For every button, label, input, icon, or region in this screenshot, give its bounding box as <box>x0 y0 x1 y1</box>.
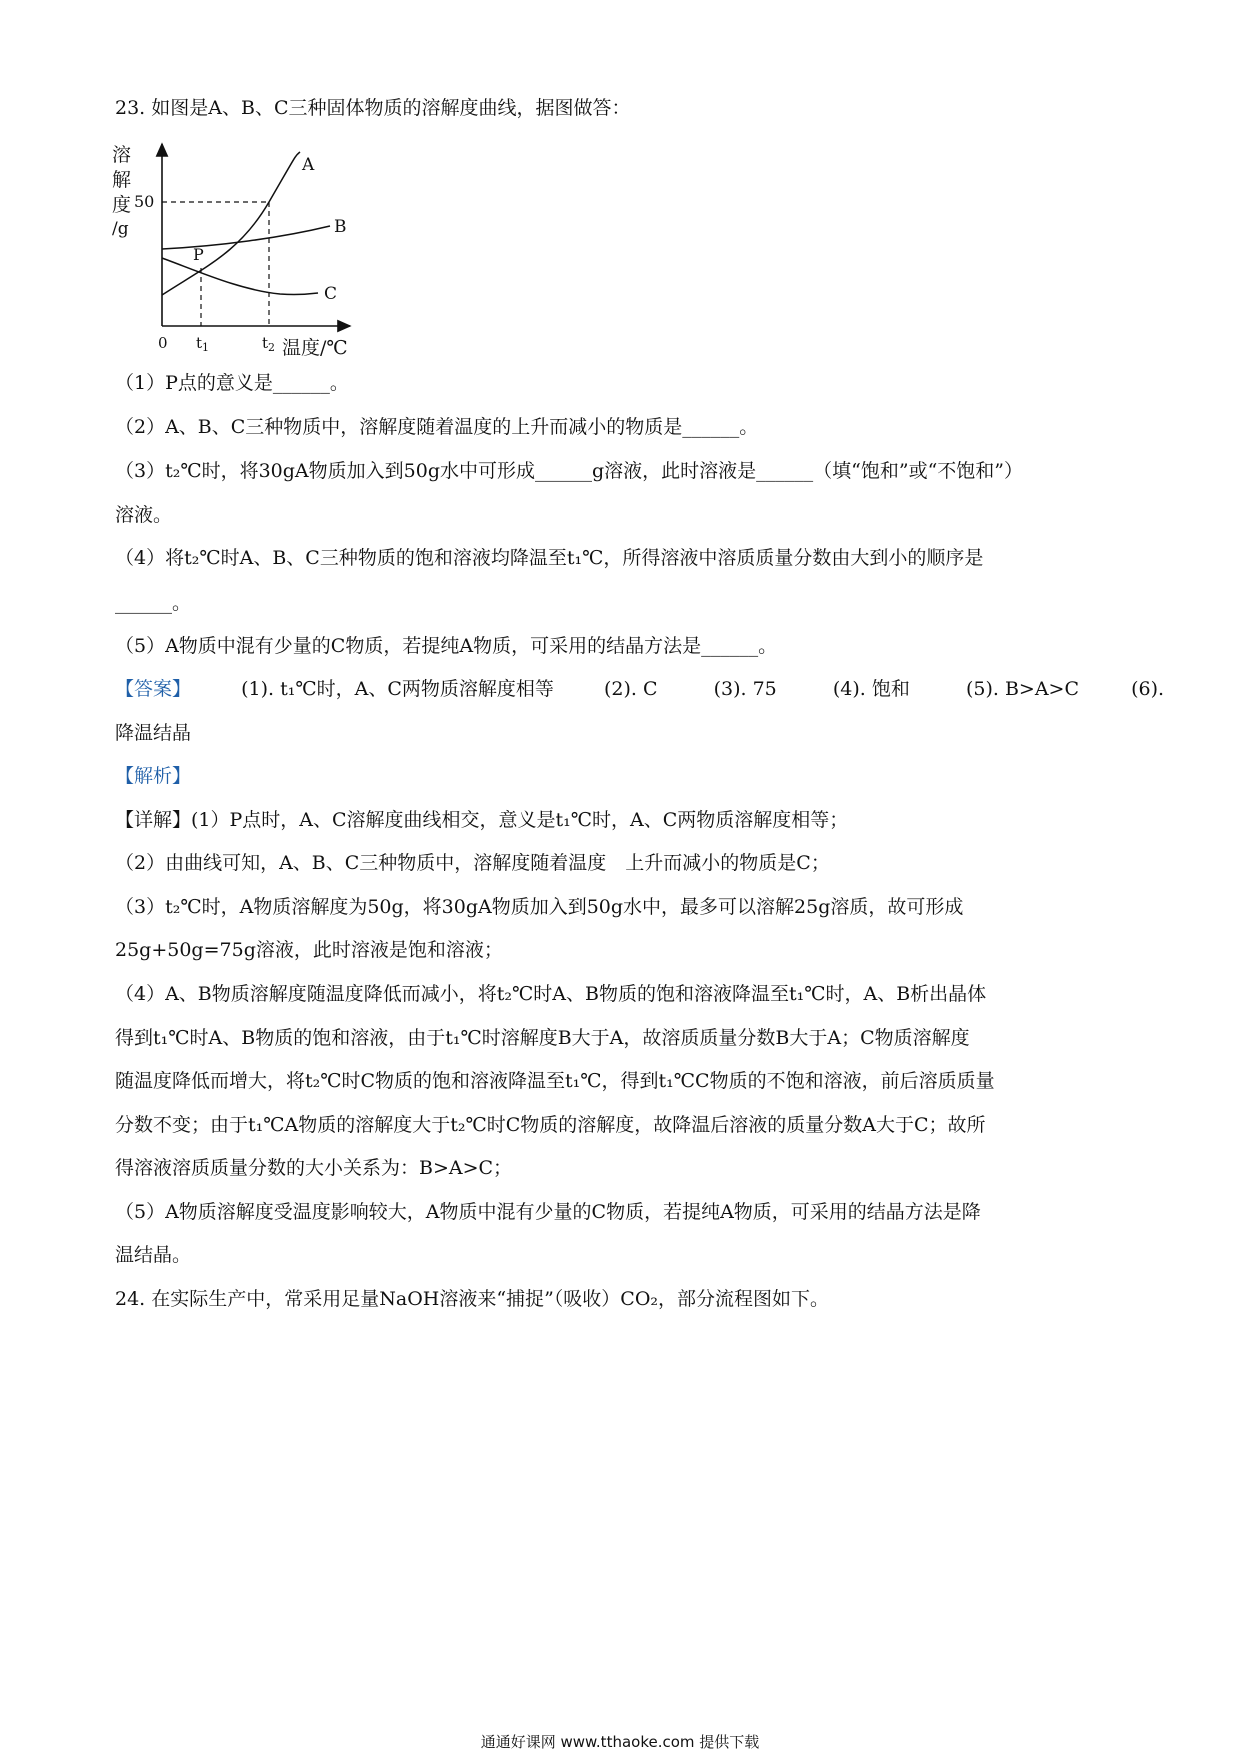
y-label-char-4: /g <box>112 219 129 239</box>
analysis-label: 【解析】 <box>115 765 192 787</box>
detail-3-line-1: （3）t₂℃时，A物质溶解度为50g，将30gA物质加入到50g水中，最多可以溶解25g溶质，故可形成 <box>115 896 964 918</box>
y-label-char-3: 度 <box>112 194 132 216</box>
detail-5-line-1: （5）A物质溶解度受温度影响较大，A物质中混有少量的C物质，若提纯A物质，可采用的结晶方法是降 <box>115 1201 981 1223</box>
answer-label: 【答案】 <box>115 678 192 700</box>
detail-4-line-1: （4）A、B物质溶解度随温度降低而减小，将t₂℃时A、B物质的饱和溶液降温至t₁℃时，A、B析出晶体 <box>115 983 987 1005</box>
answer-4: (4). 饱和 <box>832 678 910 700</box>
detail-4-line-2: 得到t₁℃时A、B物质的饱和溶液，由于t₁℃时溶解度B大于A，故溶质质量分数B大于A；C物质溶解度 <box>115 1027 970 1049</box>
curve-c <box>162 258 318 294</box>
answer-1: (1). t₁℃时，A、C两物质溶解度相等 <box>241 678 554 700</box>
x-origin: 0 <box>158 334 168 352</box>
sub-question-4-line-1: （4）将t₂℃时A、B、C三种物质的饱和溶液均降温至t₁℃，所得溶液中溶质质量分数由大到小的顺序是 <box>115 547 984 569</box>
series-label-b: B <box>334 217 347 237</box>
y-label-char-1: 溶 <box>112 144 132 166</box>
detail-3-line-2: 25g+50g=75g溶液，此时溶液是饱和溶液； <box>115 939 503 961</box>
detail-4-line-3: 随温度降低而增大，将t₂℃时C物质的饱和溶液降温至t₁℃，得到t₁℃C物质的不饱和溶液，前后溶质质量 <box>115 1070 995 1092</box>
answer-6: (6). <box>1131 678 1165 700</box>
y-label-char-2: 解 <box>112 169 132 191</box>
answer-line <box>115 676 1165 702</box>
curve-b <box>162 226 330 249</box>
sub-question-5: （5）A物质中混有少量的C物质，若提纯A物质，可采用的结晶方法是______。 <box>115 635 778 657</box>
detail-1: 【详解】(1）P点时，A、C溶解度曲线相交，意义是t₁℃时，A、C两物质溶解度相等； <box>115 809 849 831</box>
point-p-label: P <box>193 245 204 264</box>
answer-6-text: 降温结晶 <box>115 722 192 744</box>
series-label-a: A <box>302 155 315 175</box>
curve-a <box>162 152 300 295</box>
series-label-c: C <box>324 284 338 304</box>
detail-4-line-5: 得溶液溶质质量分数的大小关系为：B>A>C； <box>115 1157 513 1179</box>
y-tick-50: 50 <box>134 192 155 211</box>
question-24-title: 24. 在实际生产中，常采用足量NaOH溶液来“捕捉”（吸收）CO₂，部分流程图如下。 <box>115 1288 830 1310</box>
answer-3: (3). 75 <box>713 678 777 700</box>
detail-2: （2）由曲线可知，A、B、C三种物质中，溶解度随着温度 上升而减小的物质是C； <box>115 852 830 874</box>
sub-question-2: （2）A、B、C三种物质中，溶解度随着温度的上升而减小的物质是______。 <box>115 416 759 438</box>
answer-5: (5). B>A>C <box>965 678 1080 700</box>
sub-question-4-line-2: ______。 <box>115 592 192 614</box>
x-axis-label: 温度/℃ <box>282 337 348 359</box>
solubility-curve-chart <box>110 142 410 404</box>
question-23-title: 23. 如图是A、B、C三种固体物质的溶解度曲线，据图做答： <box>115 97 631 119</box>
sub-question-3-line-2: 溶液。 <box>115 504 173 526</box>
page-footer: 通通好课网 www.tthaoke.com 提供下载 <box>480 1733 760 1751</box>
x-tick-t1: $t_1$ <box>196 334 210 354</box>
sub-question-3-line-1: （3）t₂℃时，将30gA物质加入到50g水中可形成______g溶液，此时溶液是______（填“饱和”或“不饱和”） <box>115 460 1024 482</box>
answer-2: (2). C <box>603 678 658 700</box>
x-tick-t2: $t_2$ <box>262 334 276 354</box>
sub-question-1: （1）P点的意义是______。 <box>115 372 349 394</box>
detail-4-line-4: 分数不变；由于t₁℃A物质的溶解度大于t₂℃时C物质的溶解度，故降温后溶液的质量分数A大于C；故所 <box>115 1114 986 1136</box>
detail-5-line-2: 温结晶。 <box>115 1244 192 1266</box>
